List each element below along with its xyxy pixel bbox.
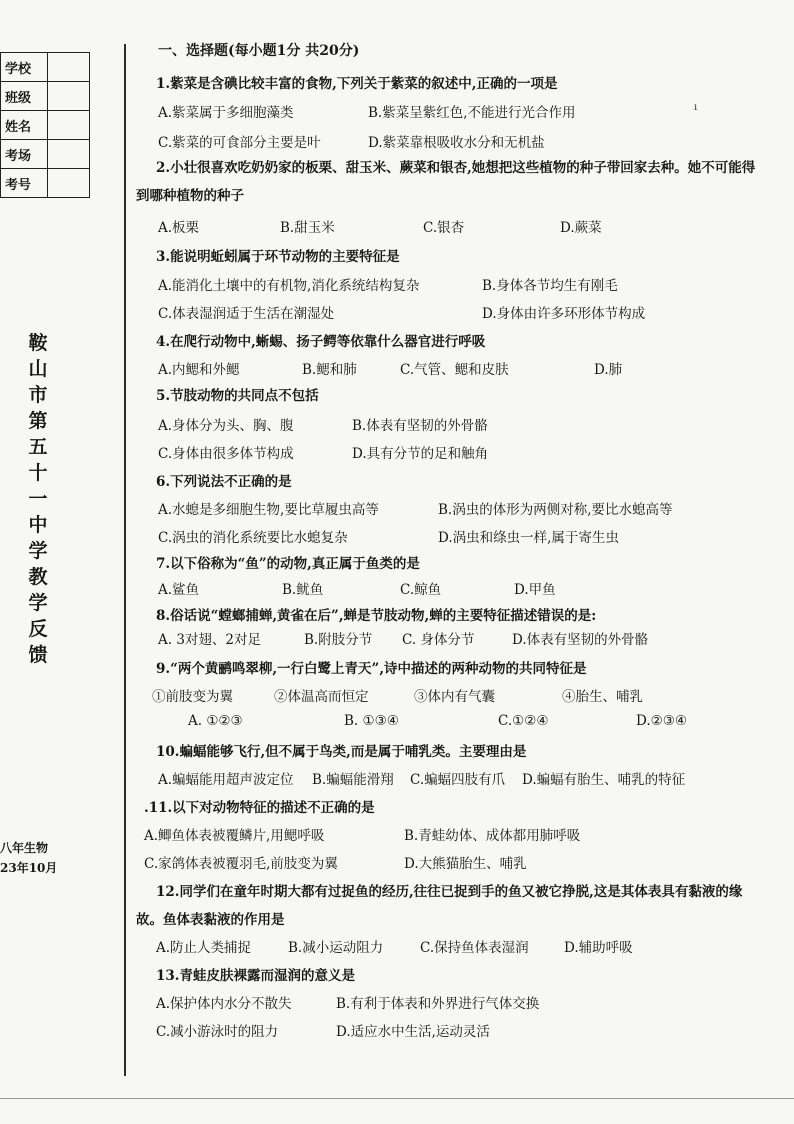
option[interactable]: A.防止人类捕捉 [156,940,252,956]
question-stem: 7.以下俗称为“鱼”的动物,真正属于鱼类的是 [156,556,420,572]
option[interactable]: C.蝙蝠四肢有爪 [410,772,506,788]
option[interactable]: C.身体由很多体节构成 [158,446,294,462]
option[interactable]: D.体表有坚韧的外骨骼 [512,632,649,648]
option[interactable]: A.内鳃和外鳃 [158,362,240,378]
option[interactable]: D.蕨菜 [560,220,602,236]
option[interactable]: B.体表有坚韧的外骨骼 [352,418,488,434]
statement: ②体温高而恒定 [274,689,369,705]
option[interactable]: D.涡虫和绦虫一样,属于寄生虫 [438,530,619,546]
stray-mark-icon: ı [694,102,698,113]
option[interactable]: B.有利于体表和外界进行气体交换 [336,996,540,1012]
question-stem: 5.节肢动物的共同点不包括 [156,388,319,404]
info-label: 学校 [1,53,48,82]
question-stem: .11.以下对动物特征的描述不正确的是 [144,800,375,816]
option[interactable]: A.鲫鱼体表被覆鳞片,用鳃呼吸 [144,828,325,844]
section-title: 一、选择题(每小题1分 共20分) [158,43,360,59]
info-label: 考号 [1,169,48,198]
question-stem: 4.在爬行动物中,蜥蜴、扬子鳄等依靠什么器官进行呼吸 [156,334,486,350]
option[interactable]: C.保持鱼体表湿润 [420,940,529,956]
binding-line [124,44,126,1076]
option[interactable]: D.肺 [594,362,623,378]
option[interactable]: D.具有分节的足和触角 [352,446,489,462]
option[interactable]: A.鲨鱼 [158,582,200,598]
option[interactable]: C.家鸽体表被覆羽毛,前肢变为翼 [144,856,338,872]
option[interactable]: D.身体由许多环形体节构成 [482,306,646,322]
option[interactable]: B.甜玉米 [280,220,335,236]
option[interactable]: A. ①②③ [188,713,243,729]
student-info-box [0,52,90,198]
statement: ④胎生、哺乳 [562,689,643,705]
question-stem: 13.青蛙皮肤裸露而湿润的意义是 [156,968,355,984]
option[interactable]: C.银杏 [423,220,465,236]
info-field-school[interactable] [48,53,90,82]
option[interactable]: C.紫菜的可食部分主要是叶 [158,135,321,151]
option[interactable]: A.板栗 [158,220,200,236]
option[interactable]: B.附肢分节 [304,632,373,648]
question-stem: 10.蝙蝠能够飞行,但不属于鸟类,而是属于哺乳类。主要理由是 [156,744,527,760]
option[interactable]: D.甲鱼 [514,582,556,598]
question-stem: 3.能说明蚯蚓属于环节动物的主要特征是 [156,249,400,265]
option[interactable]: B. ①③④ [344,713,399,729]
option[interactable]: B.涡虫的体形为两侧对称,要比水螅高等 [438,502,673,518]
question-stem: 2.小壮很喜欢吃奶奶家的板栗、甜玉米、蕨菜和银杏,她想把这些植物的种子带回家去种。她不可能得到哪种植物的种子 [136,160,756,204]
page-bottom-edge [0,1098,794,1099]
option[interactable]: B.紫菜呈紫红色,不能进行光合作用 [368,105,576,121]
statement: ①前肢变为翼 [152,689,233,705]
question-stem: 1.紫菜是含碘比较丰富的食物,下列关于紫菜的叙述中,正确的一项是 [156,76,558,92]
option[interactable]: C.体表湿润适于生活在潮湿处 [158,306,335,322]
option[interactable]: B.鱿鱼 [282,582,324,598]
option[interactable]: C.减小游泳时的阻力 [156,1024,279,1040]
info-field-room[interactable] [48,140,90,169]
info-field-name[interactable] [48,111,90,140]
school-title-vertical: 鞍山市第五十一中学教学反馈 [28,332,48,666]
statement: ③体内有气囊 [414,689,495,705]
info-label: 班级 [1,82,48,111]
info-label: 考场 [1,140,48,169]
option[interactable]: B.减小运动阻力 [288,940,384,956]
option[interactable]: A.紫菜属于多细胞藻类 [158,105,294,121]
question-stem: 9.“两个黄鹂鸣翠柳,一行白鹭上青天”,诗中描述的两种动物的共同特征是 [156,661,587,677]
option[interactable]: D.大熊猫胎生、哺乳 [404,856,527,872]
option[interactable]: D.紫菜靠根吸收水分和无机盐 [368,135,545,151]
option[interactable]: A.身体分为头、胸、腹 [158,418,294,434]
option[interactable]: C.涡虫的消化系统要比水螅复杂 [158,530,348,546]
question-stem: 12.同学们在童年时期大都有过捉鱼的经历,往往已捉到手的鱼又被它挣脱,这是其体表具有黏液的缘故。鱼体表黏液的作用是 [136,884,743,928]
question-stem: 6.下列说法不正确的是 [156,474,292,490]
option[interactable]: D.适应水中生活,运动灵活 [336,1024,490,1040]
option[interactable]: A.保护体内水分不散失 [156,996,292,1012]
option[interactable]: D.辅助呼吸 [564,940,633,956]
date-label: 23年10月 [0,861,58,875]
option[interactable]: B.鳃和肺 [302,362,357,378]
option[interactable]: B.蝙蝠能滑翔 [312,772,394,788]
info-label: 姓名 [1,111,48,140]
option[interactable]: C.鲸鱼 [400,582,442,598]
option[interactable]: A. 3对翅、2对足 [158,632,262,648]
option[interactable]: B.青蛙幼体、成体都用肺呼吸 [404,828,581,844]
question-stem: 8.俗话说“螳螂捕蝉,黄雀在后”,蝉是节肢动物,蝉的主要特征描述错误的是: [156,608,597,624]
option[interactable]: A.水螅是多细胞生物,要比草履虫高等 [158,502,379,518]
option[interactable]: D.②③④ [636,713,687,729]
option[interactable]: D.蝙蝠有胎生、哺乳的特征 [522,772,686,788]
subject-meta [0,838,57,878]
option[interactable]: A.能消化土壤中的有机物,消化系统结构复杂 [158,278,420,294]
option[interactable]: B.身体各节均生有刚毛 [482,278,618,294]
option[interactable]: A.蝙蝠能用超声波定位 [158,772,294,788]
option[interactable]: C.气管、鳃和皮肤 [400,362,509,378]
subject-label: 八年生物 [0,841,49,855]
option[interactable]: C.①②④ [498,713,549,729]
option[interactable]: C. 身体分节 [402,632,475,648]
info-field-class[interactable] [48,82,90,111]
info-field-number[interactable] [48,169,90,198]
